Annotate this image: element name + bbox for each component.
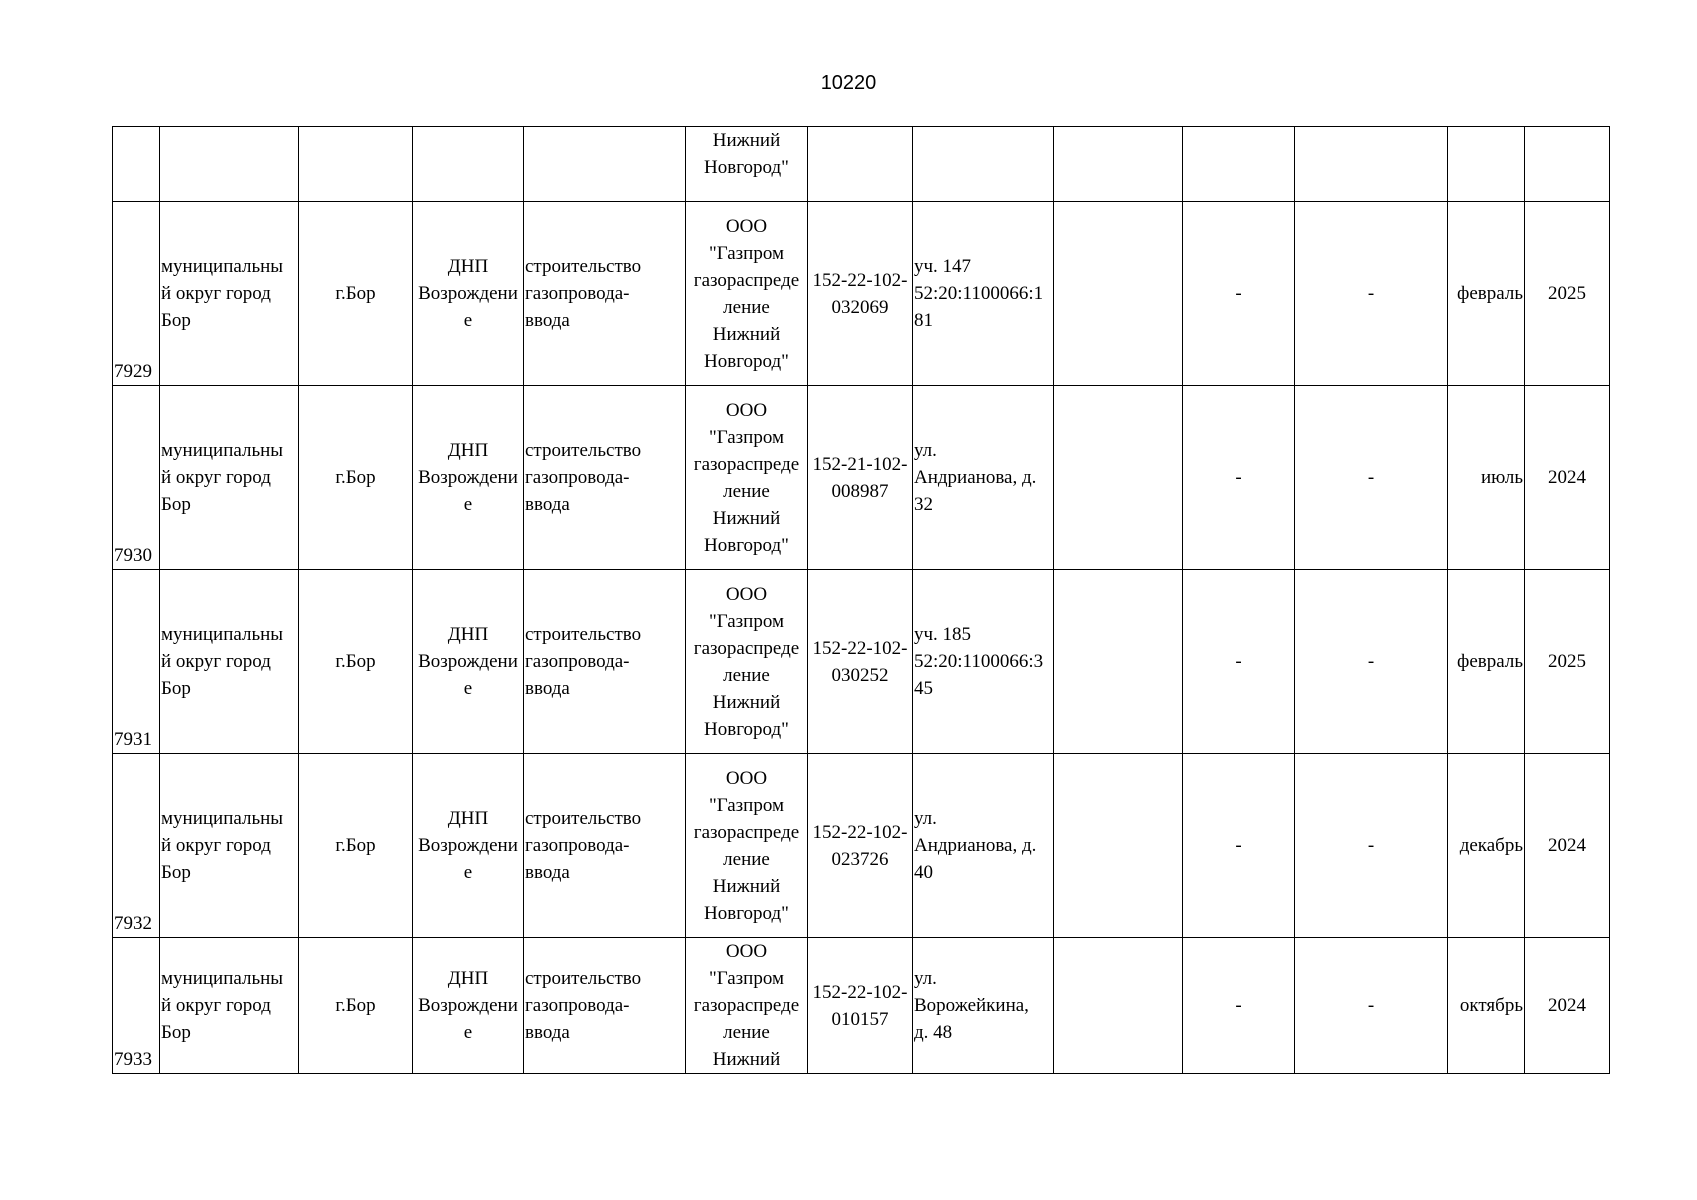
org-cell-text: ООО "Газпром газораспреде ление Нижний bbox=[693, 941, 800, 1070]
row-number bbox=[113, 754, 160, 938]
city-cell-text: г.Бор bbox=[335, 835, 376, 856]
table-row bbox=[113, 202, 1610, 386]
locality-cell bbox=[413, 570, 524, 754]
city-cell bbox=[299, 938, 413, 1074]
work-type-cell bbox=[524, 938, 686, 1074]
address-cell-text: уч. 185 52:20:1100066:3 45 bbox=[914, 624, 1044, 699]
district-cell bbox=[160, 754, 299, 938]
page-number: 10220 bbox=[820, 72, 877, 94]
empty-cell bbox=[1054, 202, 1183, 386]
district-cell-text: муниципальны й округ город Бор bbox=[161, 256, 284, 331]
district-cell-text: муниципальны й округ город Бор bbox=[161, 808, 284, 883]
dash-cell bbox=[1295, 938, 1448, 1074]
city-cell-text: г.Бор bbox=[335, 467, 376, 488]
city-cell-text: г.Бор bbox=[335, 283, 376, 304]
row-number bbox=[113, 202, 160, 386]
year-cell-text: 2024 bbox=[1548, 995, 1586, 1016]
dash-cell-text: - bbox=[1235, 283, 1242, 304]
empty-cell bbox=[1054, 754, 1183, 938]
empty-cell bbox=[1054, 386, 1183, 570]
city-cell bbox=[299, 202, 413, 386]
dash-cell bbox=[1183, 202, 1295, 386]
address-cell-text: ул. Ворожейкина, д. 48 bbox=[914, 968, 1029, 1043]
org-text: Нижний Новгород" bbox=[704, 130, 789, 178]
year-cell bbox=[1525, 386, 1610, 570]
locality-cell-text: ДНП Возрождени е bbox=[418, 624, 518, 699]
row-number-text: 7930 bbox=[114, 545, 152, 566]
row-number-text: 7932 bbox=[114, 913, 152, 934]
dash-cell bbox=[1183, 570, 1295, 754]
dash-cell-text: - bbox=[1367, 283, 1375, 304]
month-cell-text: декабрь bbox=[1459, 835, 1523, 856]
locality-cell-text: ДНП Возрождени е bbox=[418, 440, 518, 515]
dash-cell bbox=[1183, 938, 1295, 1074]
city-cell bbox=[299, 386, 413, 570]
row-number-text: 7931 bbox=[114, 729, 152, 750]
org-cell bbox=[686, 386, 808, 570]
year-cell-text: 2024 bbox=[1548, 467, 1586, 488]
district-cell-text: муниципальны й округ город Бор bbox=[161, 624, 284, 699]
org-cell-text: ООО "Газпром газораспреде ление Нижний Новгород" bbox=[693, 583, 800, 740]
work-type-cell bbox=[524, 754, 686, 938]
month-cell bbox=[1448, 386, 1525, 570]
district-cell bbox=[160, 938, 299, 1074]
address-cell bbox=[913, 754, 1054, 938]
dash-cell bbox=[1295, 754, 1448, 938]
table-row-continuation bbox=[113, 127, 1610, 202]
year-cell bbox=[1525, 202, 1610, 386]
month-cell bbox=[1448, 938, 1525, 1074]
contract-number-cell-text: 152-22-102- 023726 bbox=[812, 821, 908, 870]
org-cell-text: ООО "Газпром газораспреде ление Нижний Новгород" bbox=[693, 215, 800, 372]
org-cell bbox=[686, 127, 808, 202]
dash-cell bbox=[1295, 202, 1448, 386]
address-cell-text: ул. Андрианова, д. 40 bbox=[914, 808, 1037, 883]
month-cell bbox=[1448, 754, 1525, 938]
dash-cell-text: - bbox=[1367, 835, 1375, 856]
dash-cell-text: - bbox=[1235, 467, 1242, 488]
district-cell bbox=[160, 570, 299, 754]
work-type-cell-text: строительство газопровода- ввода bbox=[525, 624, 642, 699]
row-number-text: 7933 bbox=[114, 1049, 152, 1070]
contract-number-cell-text: 152-21-102- 008987 bbox=[812, 453, 908, 502]
dash-cell-text: - bbox=[1367, 467, 1375, 488]
work-type-cell-text: строительство газопровода- ввода bbox=[525, 440, 642, 515]
table-row bbox=[113, 938, 1610, 1074]
row-number-text: 7929 bbox=[114, 361, 152, 382]
org-cell bbox=[686, 570, 808, 754]
work-type-cell-text: строительство газопровода- ввода bbox=[525, 256, 642, 331]
year-cell-text: 2024 bbox=[1548, 835, 1586, 856]
month-cell bbox=[1448, 570, 1525, 754]
contract-number-cell bbox=[808, 202, 913, 386]
contract-number-cell-text: 152-22-102- 032069 bbox=[812, 269, 908, 318]
org-cell-text: ООО "Газпром газораспреде ление Нижний Новгород" bbox=[693, 399, 800, 556]
table-row bbox=[113, 386, 1610, 570]
org-cell bbox=[686, 754, 808, 938]
dash-cell bbox=[1295, 570, 1448, 754]
year-cell bbox=[1525, 754, 1610, 938]
work-type-cell bbox=[524, 202, 686, 386]
district-cell-text: муниципальны й округ город Бор bbox=[161, 440, 284, 515]
empty-cell bbox=[1054, 938, 1183, 1074]
row-number bbox=[113, 938, 160, 1074]
address-cell bbox=[913, 938, 1054, 1074]
city-cell-text: г.Бор bbox=[335, 995, 376, 1016]
year-cell-text: 2025 bbox=[1548, 283, 1586, 304]
month-cell-text: февраль bbox=[1457, 651, 1523, 672]
month-cell-text: июль bbox=[1480, 467, 1523, 488]
dash-cell-text: - bbox=[1235, 651, 1242, 672]
work-type-cell bbox=[524, 570, 686, 754]
dash-cell bbox=[1183, 754, 1295, 938]
city-cell bbox=[299, 754, 413, 938]
month-cell-text: октябрь bbox=[1459, 995, 1523, 1016]
row-number bbox=[113, 570, 160, 754]
locality-cell bbox=[413, 386, 524, 570]
contract-number-cell-text: 152-22-102- 010157 bbox=[812, 981, 908, 1030]
table-row bbox=[113, 570, 1610, 754]
dash-cell-text: - bbox=[1235, 995, 1242, 1016]
work-type-cell-text: строительство газопровода- ввода bbox=[525, 808, 642, 883]
district-cell bbox=[160, 386, 299, 570]
month-cell-text: февраль bbox=[1457, 283, 1523, 304]
dash-cell bbox=[1295, 386, 1448, 570]
empty-cell bbox=[1054, 570, 1183, 754]
contract-number-cell bbox=[808, 754, 913, 938]
dash-cell-text: - bbox=[1367, 651, 1375, 672]
year-cell bbox=[1525, 570, 1610, 754]
org-cell-text: ООО "Газпром газораспреде ление Нижний Новгород" bbox=[693, 767, 800, 924]
city-cell bbox=[299, 570, 413, 754]
locality-cell-text: ДНП Возрождени е bbox=[418, 968, 518, 1043]
row-number bbox=[113, 386, 160, 570]
district-cell-text: муниципальны й округ город Бор bbox=[161, 968, 284, 1043]
address-cell-text: уч. 147 52:20:1100066:1 81 bbox=[914, 256, 1044, 331]
work-type-cell-text: строительство газопровода- ввода bbox=[525, 968, 642, 1043]
dash-cell-text: - bbox=[1367, 995, 1375, 1016]
data-table bbox=[112, 126, 1610, 1074]
org-cell bbox=[686, 202, 808, 386]
contract-number-cell bbox=[808, 386, 913, 570]
contract-number-cell bbox=[808, 570, 913, 754]
dash-cell bbox=[1183, 386, 1295, 570]
org-cell bbox=[686, 938, 808, 1074]
address-cell bbox=[913, 570, 1054, 754]
year-cell-text: 2025 bbox=[1548, 651, 1586, 672]
work-type-cell bbox=[524, 386, 686, 570]
locality-cell-text: ДНП Возрождени е bbox=[418, 256, 518, 331]
city-cell-text: г.Бор bbox=[335, 651, 376, 672]
contract-number-cell-text: 152-22-102- 030252 bbox=[812, 637, 908, 686]
address-cell-text: ул. Андрианова, д. 32 bbox=[914, 440, 1037, 515]
address-cell bbox=[913, 202, 1054, 386]
locality-cell bbox=[413, 938, 524, 1074]
table-row bbox=[113, 754, 1610, 938]
contract-number-cell bbox=[808, 938, 913, 1074]
dash-cell-text: - bbox=[1235, 835, 1242, 856]
district-cell bbox=[160, 202, 299, 386]
locality-cell bbox=[413, 754, 524, 938]
locality-cell bbox=[413, 202, 524, 386]
address-cell bbox=[913, 386, 1054, 570]
month-cell bbox=[1448, 202, 1525, 386]
year-cell bbox=[1525, 938, 1610, 1074]
locality-cell-text: ДНП Возрождени е bbox=[418, 808, 518, 883]
table-body bbox=[113, 127, 1610, 1074]
